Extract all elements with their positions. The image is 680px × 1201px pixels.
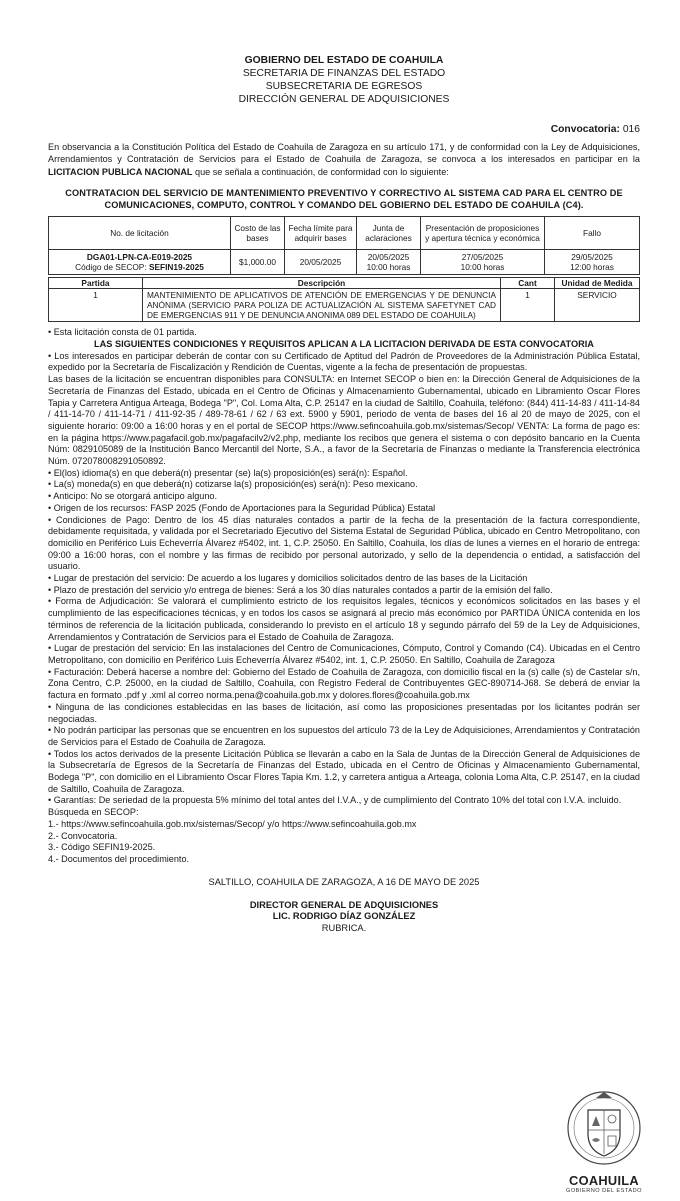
signer-name: LIC. RODRIGO DÍAZ GONZÁLEZ [272, 911, 416, 922]
th-unidad: Unidad de Medida [555, 278, 640, 289]
convocatoria-label: Convocatoria: [550, 124, 620, 135]
junta-time: 10:00 horas [366, 262, 411, 273]
bullet-no-podran: • No podrán participar las personas que se encuentren en los supuestos del artículo 73 de la Ley de Adquisiciones, Arrendamientos y Contratación de Servicios para el Estado de Coahuila de Zaragoza. [48, 725, 640, 747]
bullet-pago: • Condiciones de Pago: Dentro de los 45 días naturales contados a partir de la fecha de la presentación de la factura correspondiente, debidamente requisitada, y validada por el Secretariado Ejecutivo del Sistema Estatal de Seguridad Pública, ubicado en Centro Metropolitano, con domicilio en Periférico Luis Echeverría Álvarez #5402, int. 1, C.P. 25050. En Saltillo, Coahuila, los días de lunes a viernes en el horario de entrega: 09:00 a 16:00 horas, con el nombre y las firmas de recibido por personal autorizado, y sello de la dependencia o entidad, a satisfacción del usuario. [48, 514, 640, 572]
intro-bold: LICITACION PUBLICA NACIONAL [48, 166, 193, 177]
intro-text: En observancia a la Constitución Política del Estado de Coahuila de Zaragoza en su artículo 171, y de conformidad con la Ley de Adquisiciones, Arrendamientos y Contratación de Servicios para el Estado de Coahuila de Zaragoza, se convoca a los interesados en participar en la [48, 142, 640, 165]
document-page [48, 54, 640, 934]
document-date: SALTILLO, COAHUILA DE ZARAGOZA, A 16 DE MAYO DE 2025 [208, 876, 480, 887]
fallo-date: 29/05/2025 [571, 252, 613, 263]
coat-of-arms-icon [566, 1088, 642, 1168]
secop-step-1: 1.- https://www.sefincoahuila.gob.mx/sistemas/Secop/ y/o https://www.sefincoahuila.gob.mx [48, 818, 417, 829]
cell-cant: 1 [501, 289, 555, 322]
bullet-lugar-2: • Lugar de prestación del servicio: En las instalaciones del Centro de Comunicaciones, Cómputo, Control y Comando (C4). Ubicadas en el Centro Metropolitano, con domicilio en Periférico Luis Echeverría Álvarez #5402, int. 1, C.P. 25050. En Saltillo, Coahuila de Zaragoza [48, 643, 640, 665]
cell-licitacion [49, 250, 231, 275]
th-cant: Cant [501, 278, 555, 289]
bullet-actos: • Todos los actos derivados de la presente Licitación Pública se llevarán a cabo en la Sala de Juntas de la Dirección General de Adquisiciones de la Subsecretaría de Egresos de la Secretaría de Finanzas del Estado, ubicada en el Centro de Oficinas y Almacenamiento Gubernamental, Bodega "P", con domicilio en el Libramiento Oscar Flores Tapia Km. 1.2, y carretera antigua a Arteaga, colonia Loma Alta, C.P. 25147, en la ciudad de Saltillo, Coahuila de Zaragoza. [48, 748, 640, 794]
contract-title: CONTRATACION DEL SERVICIO DE MANTENIMIENTO PREVENTIVO Y CORRECTIVO AL SISTEMA CAD PARA EL CENTRO DE COMUNICACIONES, COMPUTO, CONTROL Y COMANDO DEL GOBIERNO DEL ESTADO DE COAHUILA (C4). [65, 187, 623, 211]
th-partida: Partida [49, 278, 143, 289]
th-apertura: Presentación de proposiciones y apertura técnica y económica [421, 217, 545, 250]
fallo-time: 12:00 horas [570, 262, 614, 273]
logo-subtitle: GOBIERNO DEL ESTADO [565, 1188, 642, 1194]
bullet-origen: • Origen de los recursos: FASP 2025 (Fondo de Aportaciones para la Seguridad Pública) Estatal [48, 502, 436, 513]
cell-partida: 1 [49, 289, 143, 322]
th-costo: Costo de las bases [231, 217, 285, 250]
licitacion-number: DGA01-LPN-CA-E019-2025 [86, 252, 193, 263]
cell-apertura [421, 250, 545, 275]
secop-code: SEFIN19-2025 [148, 262, 204, 273]
document-header [48, 54, 640, 106]
header-line-2: SECRETARIA DE FINANZAS DEL ESTADO [242, 68, 446, 79]
signature-block [48, 900, 640, 935]
secop-search-title: Búsqueda en SECOP: [48, 807, 139, 818]
intro-tail: que se señala a continuación, de conformidad con lo siguiente: [192, 166, 449, 177]
conditions-body [48, 327, 640, 865]
junta-date: 20/05/2025 [367, 252, 410, 263]
bullet-ninguna: • Ninguna de las condiciones establecidas en las bases de licitación, así como las proposiciones presentadas por los licitantes podrán ser negociadas. [48, 701, 640, 724]
intro-paragraph [48, 141, 640, 178]
bullet-anticipo: • Anticipo: No se otorgará anticipo alguno. [48, 491, 217, 502]
secop-label: Código de SECOP: [75, 262, 149, 273]
th-licitacion: No. de licitación [49, 217, 231, 250]
schedule-table [48, 216, 640, 275]
secop-step-4: 4.- Documentos del procedimiento. [48, 853, 190, 864]
bullet-plazo: • Plazo de prestación del servicio y/o entrega de bienes: Será a los 30 días naturales contados a partir de la emisión del fallo. [48, 584, 553, 595]
th-fecha-limite: Fecha límite para adquirir bases [285, 217, 357, 250]
cell-unidad: SERVICIO [555, 289, 640, 322]
bullet-facturacion: • Facturación: Deberá hacerse a nombre del: Gobierno del Estado de Coahuila de Zaragoza, con domicilio fiscal en la (s) calle (s) de Castelar s/n, Zona Centro, C.P. 25000, en la ciudad de Saltillo, Coahuila, con Registro Federal de Contribuyentes GEC-890714-J68. Se deberá de enviar la factura en formato .pdf y .xml al correo norma.pena@coahuila.gob.mx y dolores.flores@coahuila.gob.mx [48, 666, 640, 701]
cell-costo: $1,000.00 [231, 250, 285, 275]
header-line-4: DIRECCIÓN GENERAL DE ADQUISICIONES [238, 94, 450, 105]
table-header-row [49, 278, 640, 289]
bullet-lugar-1: • Lugar de prestación del servicio: De acuerdo a los lugares y domicilios solicitados dentro de las bases de la Licitación [48, 573, 528, 584]
header-line-1: GOBIERNO DEL ESTADO DE COAHUILA [244, 55, 444, 66]
coahuila-logo [556, 1088, 652, 1192]
bullet-idioma: • El(los) idioma(s) en que deberá(n) presentar (se) la(s) proposición(es) será(n): Español. [48, 467, 408, 478]
cell-descripcion: MANTENIMIENTO DE APLICATIVOS DE ATENCIÓN DE EMERGENCIAS Y DE DENUNCIA ANÓNIMA (SERVICIO PARA POLIZA DE ACTUALIZACIÓN AL SISTEMA SAFETYNET CAD DE EMERGENCIAS 911 Y DE DENUNCIA ANONIMA 089 DEL ESTADO DE COAHUILA) [143, 289, 501, 322]
table-row [49, 289, 640, 322]
cell-fecha-limite: 20/05/2025 [285, 250, 357, 275]
signer-role: DIRECTOR GENERAL DE ADQUISICIONES [249, 899, 439, 910]
cell-fallo [545, 250, 640, 275]
items-table [48, 277, 640, 322]
logo-name: COAHUILA [569, 1173, 639, 1188]
bullet-interesados: • Los interesados en participar deberán de contar con su Certificado de Aptitud del Padrón de Proveedores de la Administración Pública Estatal, expedido por la Secretaría de Fiscalización y Rendición de Cuentas, vigente a la fecha de presentación de propuestas. [48, 350, 640, 373]
rubrica: RUBRICA. [321, 922, 367, 933]
convocatoria-value: 016 [622, 124, 640, 135]
bullet-adjudicacion: • Forma de Adjudicación: Se valorará el cumplimiento estricto de los requisitos legales, técnicos y económicos solicitados en las bases y el cumplimiento de las especificaciones técnicas, y en todos los casos se asignará al precio más económico por PARTIDA ÚNICA contenida en los términos de referencia de la licitación publicada, considerando lo previsto en el artículo 18 y segundo párrafo del 59 de la Ley de Adquisiciones, Arrendamientos y Contratación de Servicios para el Estado de Coahuila de Zaragoza. [48, 596, 640, 642]
convocatoria-number [48, 123, 640, 136]
secop-step-3: 3.- Código SEFIN19-2025. [48, 842, 156, 853]
bullet-partida: • Esta licitación consta de 01 partida. [48, 327, 197, 338]
th-junta: Junta de aclaraciones [357, 217, 421, 250]
apertura-time: 10:00 horas [460, 262, 505, 273]
secop-code-line [51, 262, 228, 272]
table-row [49, 250, 640, 275]
apertura-date: 27/05/2025 [461, 252, 504, 263]
header-line-3: SUBSECRETARIA DE EGRESOS [265, 81, 423, 92]
secop-step-2: 2.- Convocatoria. [48, 830, 118, 841]
table-header-row [49, 217, 640, 250]
th-fallo: Fallo [545, 217, 640, 250]
bullet-garantias: • Garantías: De seriedad de la propuesta 5% mínimo del total antes del I.V.A., y de cumplimiento del Contrato 10% del total con I.V.A. incluido. [48, 795, 622, 806]
paragraph-bases: Las bases de la licitación se encuentran disponibles para CONSULTA: en Internet SECOP o bien en: la Dirección General de Adquisiciones de la Secretaría de Finanzas del Estado, ubicada en el Centro de Oficinas y Almacenamiento Gubernamental, ubicado en Libramiento Oscar Flores Tapia y Carretera Antigua Arteaga, Bodega "P", Col. Loma Alta, C.P. 25147 en la ciudad de Saltillo, Coahuila, teléfono: (844) 411-14-83 / 411-14-84 / 411-14-70 / 411-14-71 / 411-92-35 / 489-78-61 / 62 / 63 ext. 5900 y 5901, periodo de venta de bases del 16 al 20 de mayo de 2025, con el siguiente horario: 09:00 a 16:00 horas y en el portal de SECOP https://www.sefincoahuila.gob.mx/sistemas/Secop/ VENTA: La forma de pago es: en la página https://www.pagafacil.gob.mx/pagafacilv2/v2.php, mediante los recibos que genera el sistema o con depósito bancario en la Cuenta Núm: 0829105089 de la Institución Banco Mercantil del Norte, S.A., a favor de la Secretaría de Finanzas o mediante la Transferencia electrónica Núm. 072078008291050892. [48, 374, 640, 467]
th-descripcion: Descripción [143, 278, 501, 289]
conditions-title: LAS SIGUIENTES CONDICIONES Y REQUISITOS APLICAN A LA LICITACION DERIVADA DE ESTA CONVOCATORIA [94, 339, 594, 349]
bullet-moneda: • La(s) moneda(s) en que deberá(n) cotizarse la(s) proposición(es) será(n): Peso mexicano. [48, 479, 418, 490]
cell-junta [357, 250, 421, 275]
